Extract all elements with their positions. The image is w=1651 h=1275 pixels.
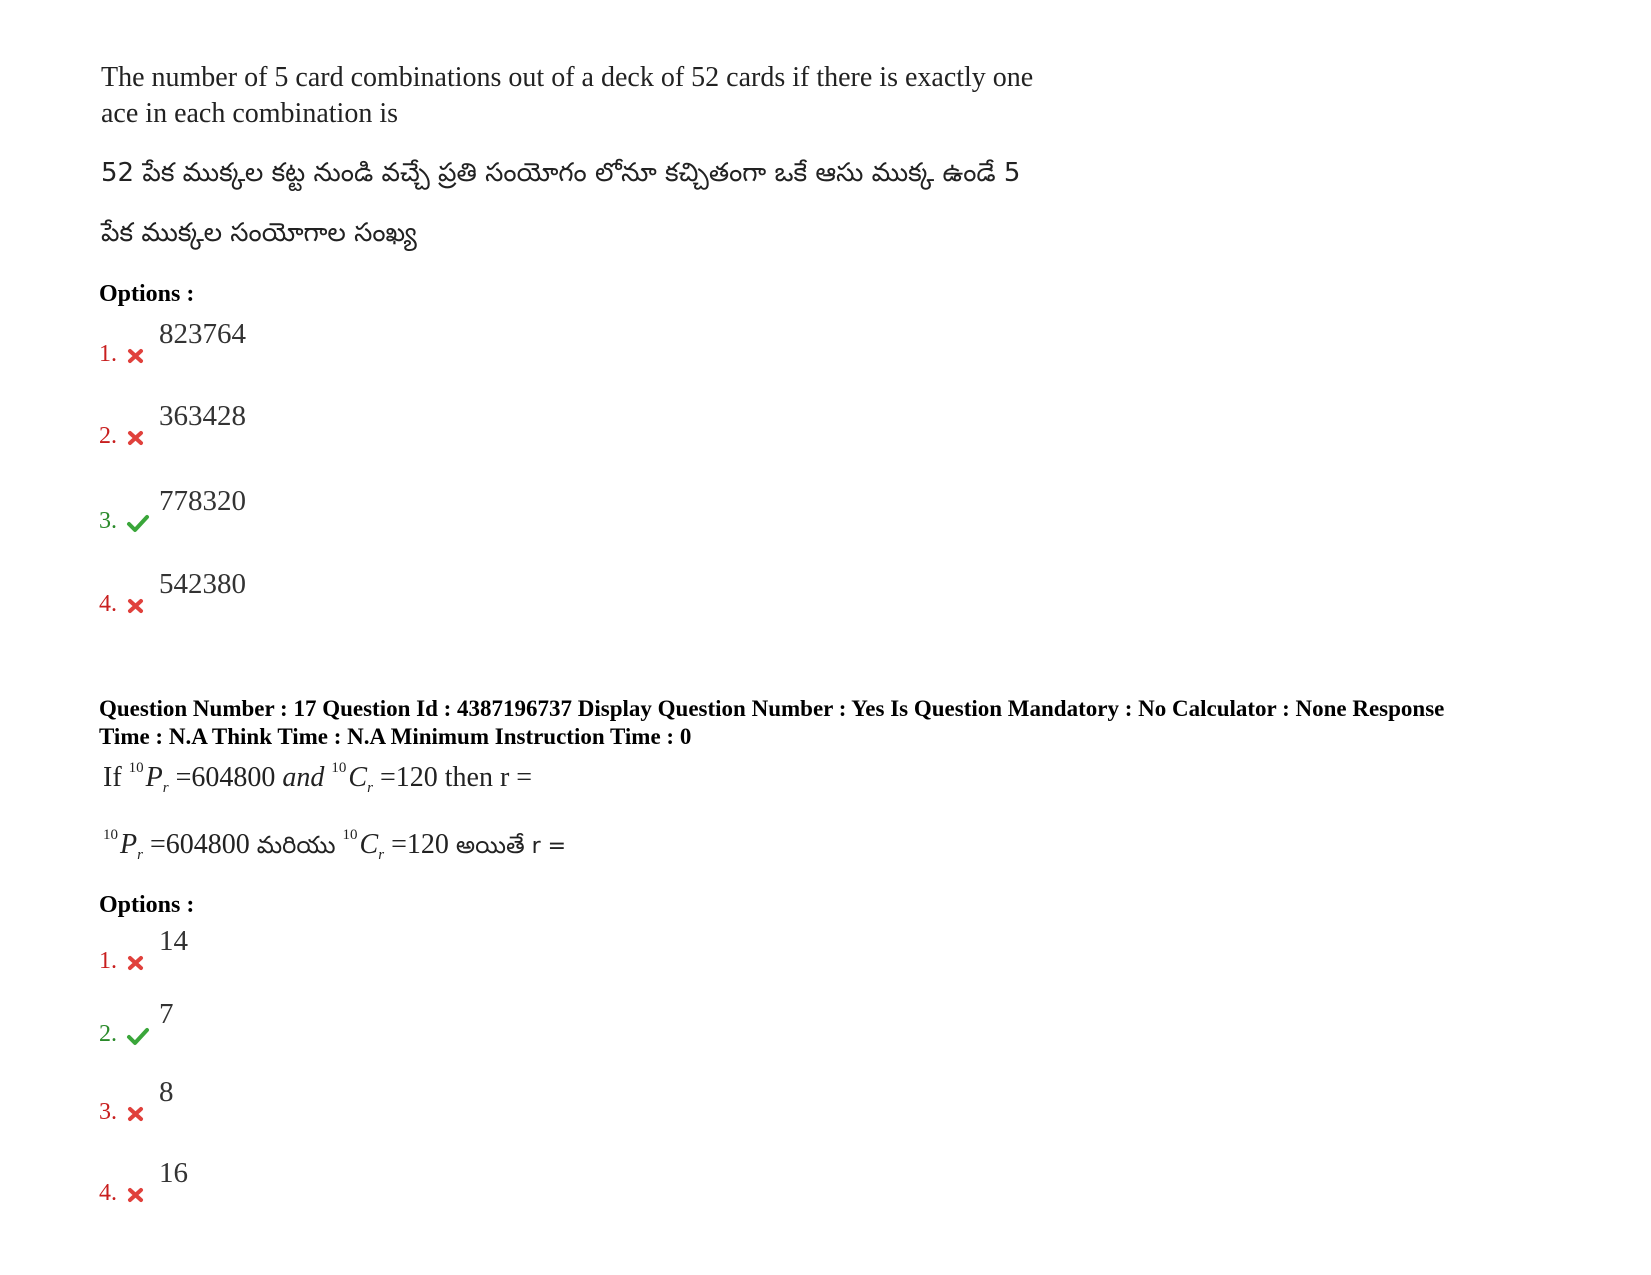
formula-and: and	[282, 762, 325, 793]
question-17-option-3	[99, 1076, 499, 1126]
formula-value-p: =604800	[175, 762, 276, 793]
option-number: 3.	[99, 508, 117, 534]
question-16-telugu-line-1: 52 పేక ముక్కల కట్ట నుండి వచ్చే ప్రతి సంయోగం లోనూ కచ్చితంగా ఒకే ఆసు ముక్క ఉండే 5	[101, 158, 1021, 188]
option-value: 16	[159, 1157, 188, 1189]
option-value: 778320	[159, 485, 246, 517]
option-number: 2.	[99, 1021, 117, 1047]
question-16-options-label: Options :	[99, 281, 195, 307]
formula-tail: r =	[531, 834, 567, 859]
option-value: 823764	[159, 318, 246, 350]
formula-value-p: =604800	[149, 829, 250, 860]
option-number: 4.	[99, 591, 117, 617]
option-value: 363428	[159, 400, 246, 432]
formula-r: r	[162, 780, 169, 796]
formula-n: 10	[342, 827, 358, 843]
question-17-option-1	[99, 925, 499, 975]
question-16-option-3	[99, 485, 499, 535]
question-16-option-2	[99, 400, 499, 450]
question-16-telugu-line-2: పేక ముక్కల సంయోగాల సంఖ్య	[101, 218, 417, 248]
cross-mark-icon	[126, 953, 146, 973]
option-number: 1.	[99, 948, 117, 974]
option-value: 7	[159, 998, 174, 1030]
question-17-option-2	[99, 998, 499, 1048]
question-16-line-2: ace in each combination is	[101, 98, 398, 129]
formula-r: r	[378, 847, 385, 863]
option-value: 542380	[159, 568, 246, 600]
question-16-text	[101, 60, 1221, 132]
question-17-formula-english	[103, 760, 532, 797]
formula-if: If	[103, 762, 122, 793]
question-17-meta-line-2: Time : N.A Think Time : N.A Minimum Instruction Time : 0	[99, 724, 692, 749]
check-mark-icon	[126, 513, 150, 533]
formula-r: r	[137, 847, 143, 863]
cross-mark-icon	[126, 1185, 146, 1205]
formula-p: P	[120, 829, 138, 860]
cross-mark-icon	[126, 1104, 146, 1124]
formula-c: C	[348, 762, 368, 793]
option-number: 2.	[99, 423, 117, 449]
question-17-meta	[99, 695, 1579, 751]
formula-n: 10	[103, 827, 118, 843]
cross-mark-icon	[126, 346, 146, 366]
formula-r: r	[367, 780, 373, 796]
question-16-option-1	[99, 318, 499, 368]
cross-mark-icon	[126, 596, 146, 616]
option-value: 14	[159, 925, 188, 957]
question-16-line-1: The number of 5 card combinations out of a deck of 52 cards if there is exactly one	[101, 62, 1034, 93]
option-number: 3.	[99, 1099, 117, 1125]
question-16-option-4	[99, 568, 499, 618]
formula-then: అయితే	[455, 831, 525, 859]
option-number: 4.	[99, 1180, 117, 1206]
formula-n: 10	[331, 760, 347, 776]
formula-value-c: =120	[391, 829, 449, 860]
formula-and: మరియు	[256, 831, 336, 859]
question-17-meta-line-1: Question Number : 17 Question Id : 4387196737 Display Question Number : Yes Is Question Mandatory : No Calculator : None Response	[99, 696, 1445, 721]
option-value: 8	[159, 1076, 174, 1108]
question-17-option-4	[99, 1157, 499, 1207]
question-17-formula-telugu	[103, 827, 566, 865]
formula-value-c: =120	[379, 762, 438, 793]
formula-n: 10	[128, 760, 144, 776]
option-number: 1.	[99, 341, 117, 367]
formula-p: P	[145, 762, 163, 793]
question-17-options-label: Options :	[99, 892, 195, 918]
check-mark-icon	[126, 1026, 150, 1046]
cross-mark-icon	[126, 428, 146, 448]
formula-c: C	[359, 829, 379, 860]
formula-then: then r =	[444, 762, 533, 793]
